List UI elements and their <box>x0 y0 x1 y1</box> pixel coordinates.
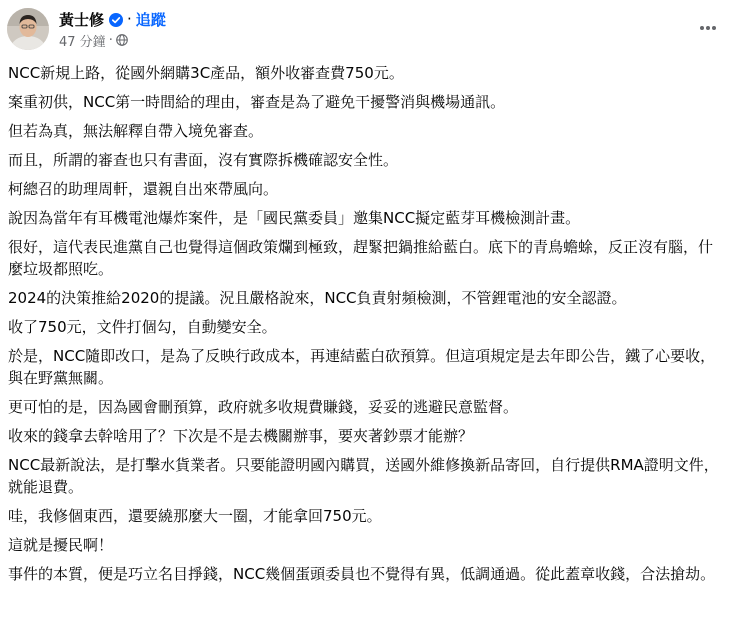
author-line <box>59 8 166 30</box>
post-paragraph: 案重初供，NCC第一時間給的理由，審查是為了避免干擾警消與機場通訊。 <box>8 93 506 111</box>
post-paragraph: 收來的錢拿去幹啥用了？下次是不是去機關辦事，要夾著鈔票才能辦？ <box>8 427 474 445</box>
verified-badge-icon <box>109 12 123 26</box>
post-paragraph: 很好，這代表民進黨自己也覺得這個政策爛到極致，趕緊把鍋推給藍白。底下的青鳥蟾蜍，反正沒有腦，什麼垃圾都照吃。 <box>8 238 714 278</box>
post-paragraph: NCC新規上路，從國外網購3C產品，額外收審查費750元。 <box>8 64 404 82</box>
author-name[interactable]: 黃士修 <box>59 10 105 29</box>
post-paragraph: 柯總召的助理周軒，還親自出來帶風向。 <box>8 180 279 198</box>
more-horizontal-icon <box>698 18 718 38</box>
post-paragraph: 2024的決策推給2020的提議。況且嚴格說來，NCC負責射頻檢測，不管鋰電池的安全認證。 <box>8 289 627 307</box>
post-paragraph: 於是，NCC隨即改口，是為了反映行政成本，再連結藍白砍預算。但這項規定是去年即公告，鐵了心要收，與在野黨無關。 <box>8 347 716 387</box>
post-paragraph: 這就是擾民啊！ <box>8 536 114 554</box>
post-timestamp[interactable]: 47 分鐘 <box>59 34 106 50</box>
meta-dot-separator: · <box>108 32 113 48</box>
post-paragraph: 哇，我修個東西，還要繞那麼大一圈，才能拿回750元。 <box>8 507 382 525</box>
follow-button[interactable]: 追蹤 <box>135 10 166 29</box>
post-paragraph: 更可怕的是，因為國會刪預算，政府就多收規費賺錢，妥妥的逃避民意監督。 <box>8 398 519 416</box>
post-body <box>8 62 726 592</box>
post-paragraph: 事件的本質，便是巧立名目掙錢，NCC幾個蛋頭委員也不覺得有異，低調通過。從此蓋章收錢，合法搶劫。 <box>8 565 716 583</box>
avatar-image <box>7 8 49 50</box>
post-paragraph: NCC最新說法，是打擊水貨業者。只要能證明國內購買，送國外維修換新品寄回，自行提供RMA證明文件，就能退費。 <box>8 456 719 496</box>
post-meta <box>59 31 128 49</box>
globe-icon[interactable] <box>116 34 128 46</box>
author-avatar[interactable] <box>7 8 49 50</box>
post-paragraph: 說因為當年有耳機電池爆炸案件，是「國民黨委員」邀集NCC擬定藍芽耳機檢測計畫。 <box>8 209 581 227</box>
post-header <box>0 0 737 56</box>
post-paragraph: 但若為真，無法解釋自帶入境免審查。 <box>8 122 264 140</box>
author-dot-separator: · <box>127 10 132 28</box>
post-paragraph: 收了750元，文件打個勾，自動變安全。 <box>8 318 277 336</box>
post-paragraph: 而且，所謂的審查也只有書面，沒有實際拆機確認安全性。 <box>8 151 399 169</box>
more-options-button[interactable] <box>692 12 724 44</box>
